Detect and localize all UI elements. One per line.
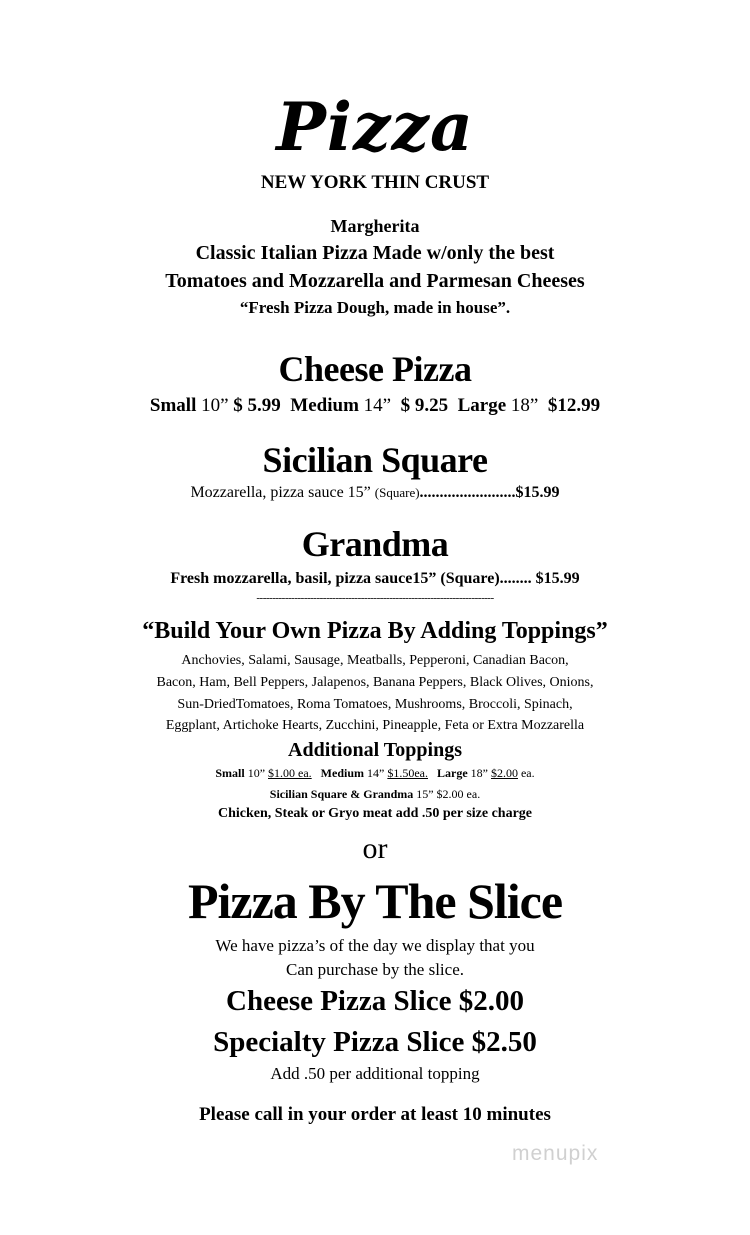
add-large-size: 18”: [470, 766, 488, 780]
add-small-label: Small: [215, 766, 245, 780]
meat-note: Chicken, Steak or Gryo meat add .50 per size charge: [217, 806, 533, 821]
cheese-pizza-title: Cheese Pizza: [278, 349, 472, 389]
add-medium-size: 14”: [367, 766, 385, 780]
margherita-desc-2: Tomatoes and Mozzarella and Parmesan Cheeses: [165, 270, 585, 292]
sicilian-title: Sicilian Square: [262, 440, 488, 480]
divider-line: ---------------------------------------------------------------------------: [256, 592, 494, 604]
additional-topping-note: Add .50 per additional topping: [270, 1064, 480, 1083]
margherita-desc-3: “Fresh Pizza Dough, made in house”.: [239, 298, 511, 317]
sicilian-dots: ........................: [419, 484, 516, 501]
medium-label: Medium: [290, 395, 359, 416]
add-small-size: 10”: [247, 766, 266, 780]
slice-desc-2: Can purchase by the slice.: [286, 960, 464, 979]
page-title: Pizza: [276, 88, 474, 166]
small-label: Small: [149, 395, 197, 416]
sicilian-line: [0, 484, 750, 502]
add-large-label: Large: [437, 766, 468, 780]
sicilian-price: $15.99: [515, 484, 560, 501]
add-medium-price: $1.50ea.: [387, 766, 428, 780]
add-small-price: $1.00 ea.: [268, 766, 312, 780]
additional-toppings-title: Additional Toppings: [288, 739, 462, 761]
small-price: $ 5.99: [233, 395, 281, 416]
toppings-line-4: Eggplant, Artichoke Hearts, Zucchini, Pineapple, Feta or Extra Mozzarella: [165, 718, 585, 733]
small-size: 10”: [201, 395, 229, 416]
build-your-own-title: “Build Your Own Pizza By Adding Toppings”: [142, 618, 608, 644]
large-price: $12.99: [547, 395, 601, 416]
sicilian-grandma-toppings: [0, 787, 750, 802]
or-separator: or: [362, 832, 388, 865]
sicilian-desc: Mozzarella, pizza sauce 15”: [190, 484, 371, 501]
toppings-line-2: Bacon, Ham, Bell Peppers, Jalapenos, Banana Peppers, Black Olives, Onions,: [156, 675, 594, 690]
margherita-desc-1: Classic Italian Pizza Made w/only the best: [195, 242, 555, 264]
cheese-slice-price: Cheese Pizza Slice $2.00: [226, 985, 524, 1017]
add-large-suffix: ea.: [520, 766, 535, 780]
medium-price: $ 9.25: [400, 395, 449, 416]
sq-grandma-label: Sicilian Square & Grandma: [269, 787, 414, 801]
slice-desc-1: We have pizza’s of the day we display that you: [215, 936, 535, 955]
crust-subtitle: NEW YORK THIN CRUST: [260, 172, 490, 193]
add-large-price: $2.00: [490, 766, 518, 780]
specialty-slice-price: Specialty Pizza Slice $2.50: [213, 1026, 537, 1058]
large-label: Large: [457, 395, 507, 416]
grandma-title: Grandma: [301, 524, 449, 564]
sicilian-square: (Square): [374, 485, 420, 500]
toppings-line-3: Sun-DriedTomatoes, Roma Tomatoes, Mushrooms, Broccoli, Spinach,: [177, 697, 573, 712]
margherita-name: Margherita: [330, 216, 420, 236]
cheese-pizza-prices: [0, 395, 750, 417]
sq-grandma-price: 15” $2.00 ea.: [416, 787, 481, 801]
medium-size: 14”: [363, 395, 392, 416]
additional-toppings-prices: [0, 766, 750, 781]
toppings-line-1: Anchovies, Salami, Sausage, Meatballs, Pepperoni, Canadian Bacon,: [181, 653, 569, 668]
large-size: 18”: [510, 395, 539, 416]
add-medium-label: Medium: [320, 766, 365, 780]
slice-title: Pizza By The Slice: [187, 873, 563, 929]
watermark-logo: menupix: [512, 1142, 599, 1165]
call-in-note: Please call in your order at least 10 minutes: [199, 1104, 551, 1125]
grandma-line: Fresh mozzarella, basil, pizza sauce15” (Square)........ $15.99: [170, 570, 580, 587]
